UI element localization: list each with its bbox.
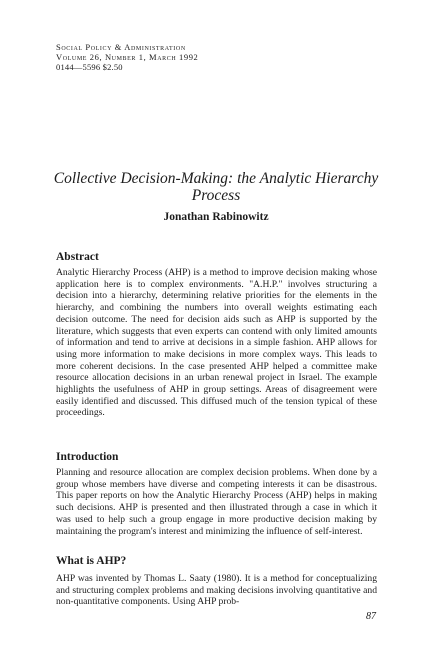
article-title: Collective Decision-Making: the Analytic Hierarchy Process [53, 170, 379, 204]
journal-issn: 0144—5596 $2.50 [56, 62, 123, 72]
article-author: Jonathan Rabinowitz [163, 211, 269, 223]
introduction-text: Planning and resource allocation are complex decision problems. When done by a group whose members have diverse and competing interests it can be disastrous. This paper reports on how the Analytic Hierarchy Process (AHP) helps in making such decisions. AHP is presented and then illustrated through a case in which it was used to help such a group engage in more productive decision making by maintaining the program's interest and minimizing the influence of self-interest. [56, 467, 377, 537]
page-number: 87 [366, 611, 376, 622]
what-is-ahp-heading: What is AHP? [56, 555, 127, 567]
journal-volume: Volume 26, Number 1, March 1992 [56, 52, 199, 62]
abstract-text: Analytic Hierarchy Process (AHP) is a method to improve decision making whose application here is to complex environments. "A.H.P." involves structuring a decision into a hierarchy, determining relative priorities for the elements in the hierarchy, and combining the numbers into overall weights estimating each decision outcome. The need for decision aids such as AHP is supported by the literature, which suggests that even experts can contend with only limited amounts of information and tend to arrive at decisions in a simple fashion. AHP allows for using more information to make decisions in more complex ways. This leads to more coherent decisions. In the case presented AHP helped a committee make resource allocation decisions in an urban renewal project in Israel. The example highlights the usefulness of AHP in group settings. Areas of disagreement were easily identified and discussed. This diffused much of the tension typical of these proceedings. [56, 267, 377, 419]
abstract-heading: Abstract [56, 251, 99, 263]
journal-name: Social Policy & Administration [56, 42, 186, 52]
journal-header [56, 42, 198, 72]
what-is-ahp-text: AHP was invented by Thomas L. Saaty (1980). It is a method for conceptualizing and structuring complex problems and making decisions involving quantitative and non-quantitative components. Using AHP prob- [56, 573, 377, 608]
introduction-heading: Introduction [56, 451, 119, 463]
